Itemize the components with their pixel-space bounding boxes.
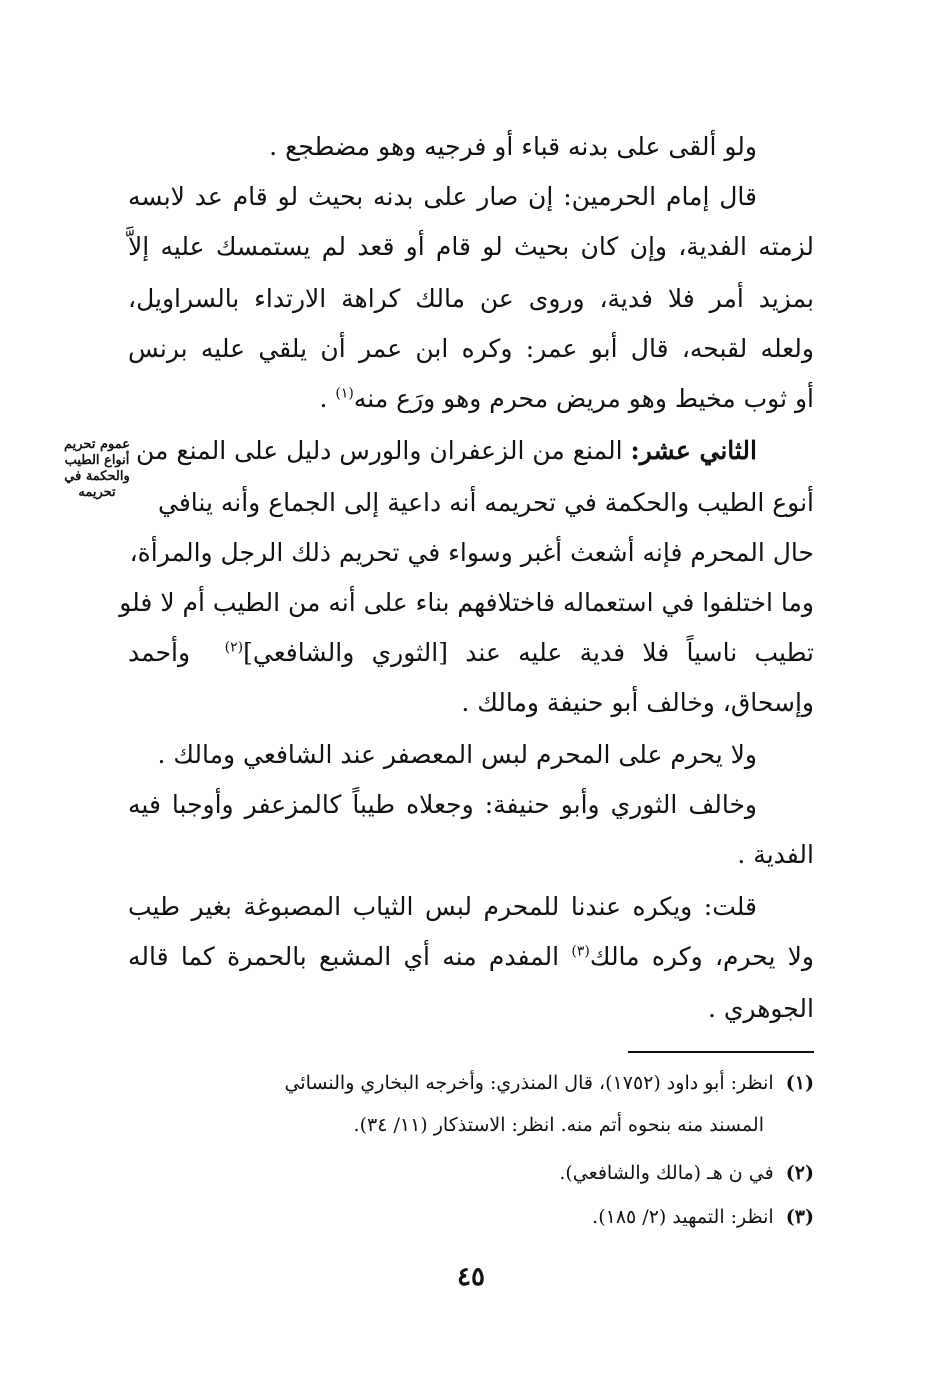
body-line-6: أو ثوب مخيط وهو مريض محرم وهو ورَع منه$^{(١)}$ . [319,384,814,413]
body-line-9: حال المحرم فإنه أشعث أغبر وسواء في تحريم ذلك الرجل والمرأة، [129,538,814,567]
margin-note-line: تحريمه [78,485,116,500]
margin-note-line: أنواع الطيب [64,453,130,468]
body-line-12: وإسحاق، وخالف أبو حنيفة ومالك . [461,688,814,717]
footnote-ref-2: (٢) [224,639,244,656]
footnote-number: (١) [785,1072,814,1094]
body-line-18: الجوهري . [707,994,814,1023]
body-line-14: وخالف الثوري وأبو حنيفة: وجعلاه طيباً كالمزعفر وأوجبا فيه [128,790,757,819]
footnote-ref-3: (٣) [571,943,590,960]
footnote-divider [628,1051,814,1053]
margin-note-line: والحكمة في [64,469,130,484]
footnote-1-continued: المسند منه بنحوه أتم منه. انظر: الاستذكار (١١/ ٣٤). [353,1114,764,1136]
body-line-11: تطيب ناسياً فلا فدية عليه عند [الثوري والشافعي]$^{(٢)}$ وأحمد [128,638,814,667]
body-line-5: ولعله لقبحه، قال أبو عمر: وكره ابن عمر أن يلقي عليه برنس [128,334,814,363]
page-number: ٤٥ [457,1262,485,1292]
footnote-3: (٣) انظر: التمهيد (٢/ ١٨٥). [592,1206,814,1228]
body-line-4: بمزيد أمر فلا فدية، وروى عن مالك كراهة الارتداء بالسراويل، [128,284,814,313]
body-line-2: قال إمام الحرمين: إن صار على بدنه بحيث لو قام عد لابسه [128,182,757,211]
body-line-16: قلت: ويكره عندنا للمحرم لبس الثياب المصبوغة بغير طيب [128,892,757,921]
body-line-13: ولا يحرم على المحرم لبس المعصفر عند الشافعي ومالك . [157,740,757,769]
body-line-3: لزمته الفدية، وإن كان بحيث لو قام أو قعد لم يستمسك عليه إلاَّ [128,232,814,261]
section-heading-twelve: الثاني عشر: [630,436,757,465]
footnote-number: (٢) [785,1162,814,1184]
footnote-number: (٣) [785,1206,814,1228]
body-line-15: الفدية . [737,840,814,869]
margin-note [42,437,152,501]
footnote-1: (١) انظر: أبو داود (١٧٥٢)، قال المنذري: وأخرجه البخاري والنسائي [284,1072,814,1094]
margin-note-line: عموم تحريم [63,437,130,452]
footnote-2: (٢) في ن هـ (مالك والشافعي). [559,1162,814,1184]
body-line-17: ولا يحرم، وكره مالك$^{(٣)}$ المفدم منه أي المشبع بالحمرة كما قاله [128,942,815,971]
body-line-1: ولو ألقى على بدنه قباء أو فرجيه وهو مضطجع . [269,132,757,161]
body-line-8: أنوع الطيب والحكمة في تحريمه أنه داعية إلى الجماع وأنه ينافي [158,488,814,517]
body-line-7: الثاني عشر: المنع من الزعفران والورس دليل على المنع من [135,436,757,465]
footnote-ref-1: (١) [335,385,354,402]
body-line-10: وما اختلفوا في استعماله فاختلافهم بناء على أنه من الطيب أم لا فلو [119,588,814,617]
